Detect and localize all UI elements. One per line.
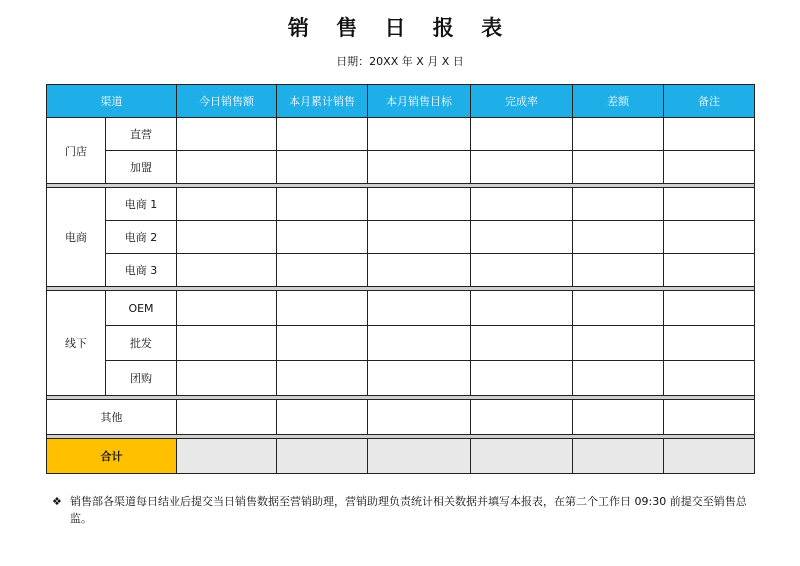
data-cell[interactable]: [573, 361, 664, 396]
sales-daily-table: [46, 84, 755, 474]
data-cell[interactable]: [177, 291, 277, 326]
data-cell[interactable]: [277, 254, 368, 287]
table-row: [47, 151, 755, 184]
channel-label: 团购: [106, 361, 177, 396]
header-month-cumulative: 本月累计销售: [277, 85, 368, 118]
data-cell[interactable]: [177, 400, 277, 435]
data-cell[interactable]: [573, 254, 664, 287]
header-remarks: 备注: [664, 85, 755, 118]
total-label: 合计: [47, 439, 177, 474]
data-cell[interactable]: [664, 361, 755, 396]
diamond-bullet-icon: ❖: [52, 495, 62, 508]
data-cell[interactable]: [573, 221, 664, 254]
header-difference: 差额: [573, 85, 664, 118]
table-row: [47, 326, 755, 361]
data-cell[interactable]: [664, 118, 755, 151]
data-cell[interactable]: [471, 361, 573, 396]
table-row: [47, 361, 755, 396]
data-cell[interactable]: [573, 118, 664, 151]
channel-label: OEM: [106, 291, 177, 326]
group-label-store: 门店: [47, 118, 106, 184]
group-label-offline: 线下: [47, 291, 106, 396]
data-cell[interactable]: [664, 221, 755, 254]
data-cell[interactable]: [573, 188, 664, 221]
data-cell[interactable]: [368, 118, 471, 151]
data-cell[interactable]: [277, 291, 368, 326]
data-cell[interactable]: [471, 118, 573, 151]
data-cell[interactable]: [368, 326, 471, 361]
total-cell[interactable]: [368, 439, 471, 474]
data-cell[interactable]: [664, 188, 755, 221]
table-row: [47, 188, 755, 221]
report-title: 销 售 日 报 表: [287, 16, 513, 40]
data-cell[interactable]: [664, 151, 755, 184]
data-cell[interactable]: [573, 151, 664, 184]
data-cell[interactable]: [277, 361, 368, 396]
group-label-ecommerce: 电商: [47, 188, 106, 287]
data-cell[interactable]: [471, 254, 573, 287]
data-cell[interactable]: [664, 400, 755, 435]
channel-label: 批发: [106, 326, 177, 361]
data-cell[interactable]: [573, 400, 664, 435]
data-cell[interactable]: [664, 326, 755, 361]
data-cell[interactable]: [277, 326, 368, 361]
data-cell[interactable]: [177, 326, 277, 361]
data-cell[interactable]: [471, 326, 573, 361]
footnote: [52, 493, 762, 527]
total-cell[interactable]: [177, 439, 277, 474]
data-cell[interactable]: [277, 221, 368, 254]
channel-label: 电商 1: [106, 188, 177, 221]
channel-label: 电商 2: [106, 221, 177, 254]
group-label-other: 其他: [47, 400, 177, 435]
data-cell[interactable]: [177, 254, 277, 287]
footnote-text: 销售部各渠道每日结业后提交当日销售数据至营销助理，营销助理负责统计相关数据并填写本报表，在第二个工作日 09:30 前提交至销售总监。: [70, 495, 747, 525]
data-cell[interactable]: [471, 151, 573, 184]
channel-label: 加盟: [106, 151, 177, 184]
header-channel: 渠道: [47, 85, 177, 118]
data-cell[interactable]: [573, 291, 664, 326]
header-month-target: 本月销售目标: [368, 85, 471, 118]
header-today-sales: 今日销售额: [177, 85, 277, 118]
total-cell[interactable]: [664, 439, 755, 474]
data-cell[interactable]: [277, 188, 368, 221]
data-cell[interactable]: [177, 221, 277, 254]
data-cell[interactable]: [664, 291, 755, 326]
data-cell[interactable]: [368, 291, 471, 326]
header-completion-rate: 完成率: [471, 85, 573, 118]
data-cell[interactable]: [368, 221, 471, 254]
data-cell[interactable]: [368, 254, 471, 287]
header-row: [47, 85, 755, 118]
data-cell[interactable]: [573, 326, 664, 361]
data-cell[interactable]: [368, 188, 471, 221]
total-cell[interactable]: [573, 439, 664, 474]
data-cell[interactable]: [368, 361, 471, 396]
data-cell[interactable]: [368, 151, 471, 184]
data-cell[interactable]: [368, 400, 471, 435]
data-cell[interactable]: [177, 118, 277, 151]
table-row: [47, 221, 755, 254]
table-row: [47, 291, 755, 326]
data-cell[interactable]: [177, 361, 277, 396]
total-cell[interactable]: [471, 439, 573, 474]
data-cell[interactable]: [471, 188, 573, 221]
total-row: [47, 439, 755, 474]
total-cell[interactable]: [277, 439, 368, 474]
table-row: [47, 400, 755, 435]
data-cell[interactable]: [277, 151, 368, 184]
table-row: [47, 118, 755, 151]
data-cell[interactable]: [277, 400, 368, 435]
data-cell[interactable]: [664, 254, 755, 287]
data-cell[interactable]: [177, 151, 277, 184]
report-date: 日期：20XX 年 X 月 X 日: [336, 55, 464, 68]
channel-label: 直营: [106, 118, 177, 151]
data-cell[interactable]: [277, 118, 368, 151]
data-cell[interactable]: [471, 221, 573, 254]
data-cell[interactable]: [471, 400, 573, 435]
table-row: [47, 254, 755, 287]
data-cell[interactable]: [471, 291, 573, 326]
channel-label: 电商 3: [106, 254, 177, 287]
data-cell[interactable]: [177, 188, 277, 221]
